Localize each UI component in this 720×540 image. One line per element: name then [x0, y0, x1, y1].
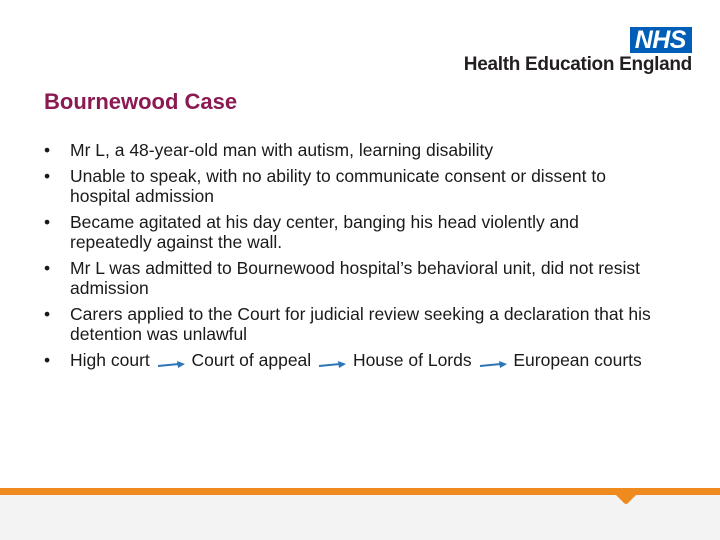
bullet-marker: • — [44, 304, 51, 324]
organisation-name: Health Education England — [463, 54, 692, 75]
court-house-of-lords: House of Lords — [352, 350, 472, 370]
bullet-marker: • — [44, 140, 51, 160]
court-path-item — [44, 350, 664, 370]
right-arrow-icon — [479, 361, 507, 369]
bullet-marker: • — [44, 166, 51, 186]
court-european-courts: European courts — [513, 350, 642, 370]
court-court-of-appeal: Court of appeal — [191, 350, 312, 370]
bullet-list — [44, 140, 664, 376]
footer-band — [0, 495, 720, 540]
right-arrow-icon — [318, 361, 346, 369]
bullet-marker: • — [44, 350, 51, 370]
bullet-item — [44, 258, 664, 298]
bullet-item — [44, 140, 664, 160]
nhs-logo-badge: NHS — [630, 27, 692, 53]
bullet-text: Carers applied to the Court for judicial review seeking a declaration that his detention was unlawful — [70, 304, 651, 344]
footer-chevron-icon — [615, 494, 637, 508]
bullet-item — [44, 212, 664, 252]
right-arrow-icon — [157, 361, 185, 369]
slide-title: Bournewood Case — [44, 89, 238, 114]
bullet-text: Mr L was admitted to Bournewood hospital’s behavioral unit, did not resist admission — [70, 258, 641, 298]
footer-accent-bar — [0, 488, 720, 495]
bullet-text: Became agitated at his day center, banging his head violently and repeatedly against the wall. — [70, 212, 579, 252]
bullet-text: Unable to speak, with no ability to communicate consent or dissent to hospital admission — [70, 166, 606, 206]
bullet-text: Mr L, a 48-year-old man with autism, learning disability — [70, 140, 494, 160]
court-high-court: High court — [70, 350, 150, 370]
hee-logo — [464, 27, 692, 76]
bullet-item — [44, 166, 664, 206]
bullet-item — [44, 304, 664, 344]
bullet-marker: • — [44, 258, 51, 278]
bullet-marker: • — [44, 212, 51, 232]
